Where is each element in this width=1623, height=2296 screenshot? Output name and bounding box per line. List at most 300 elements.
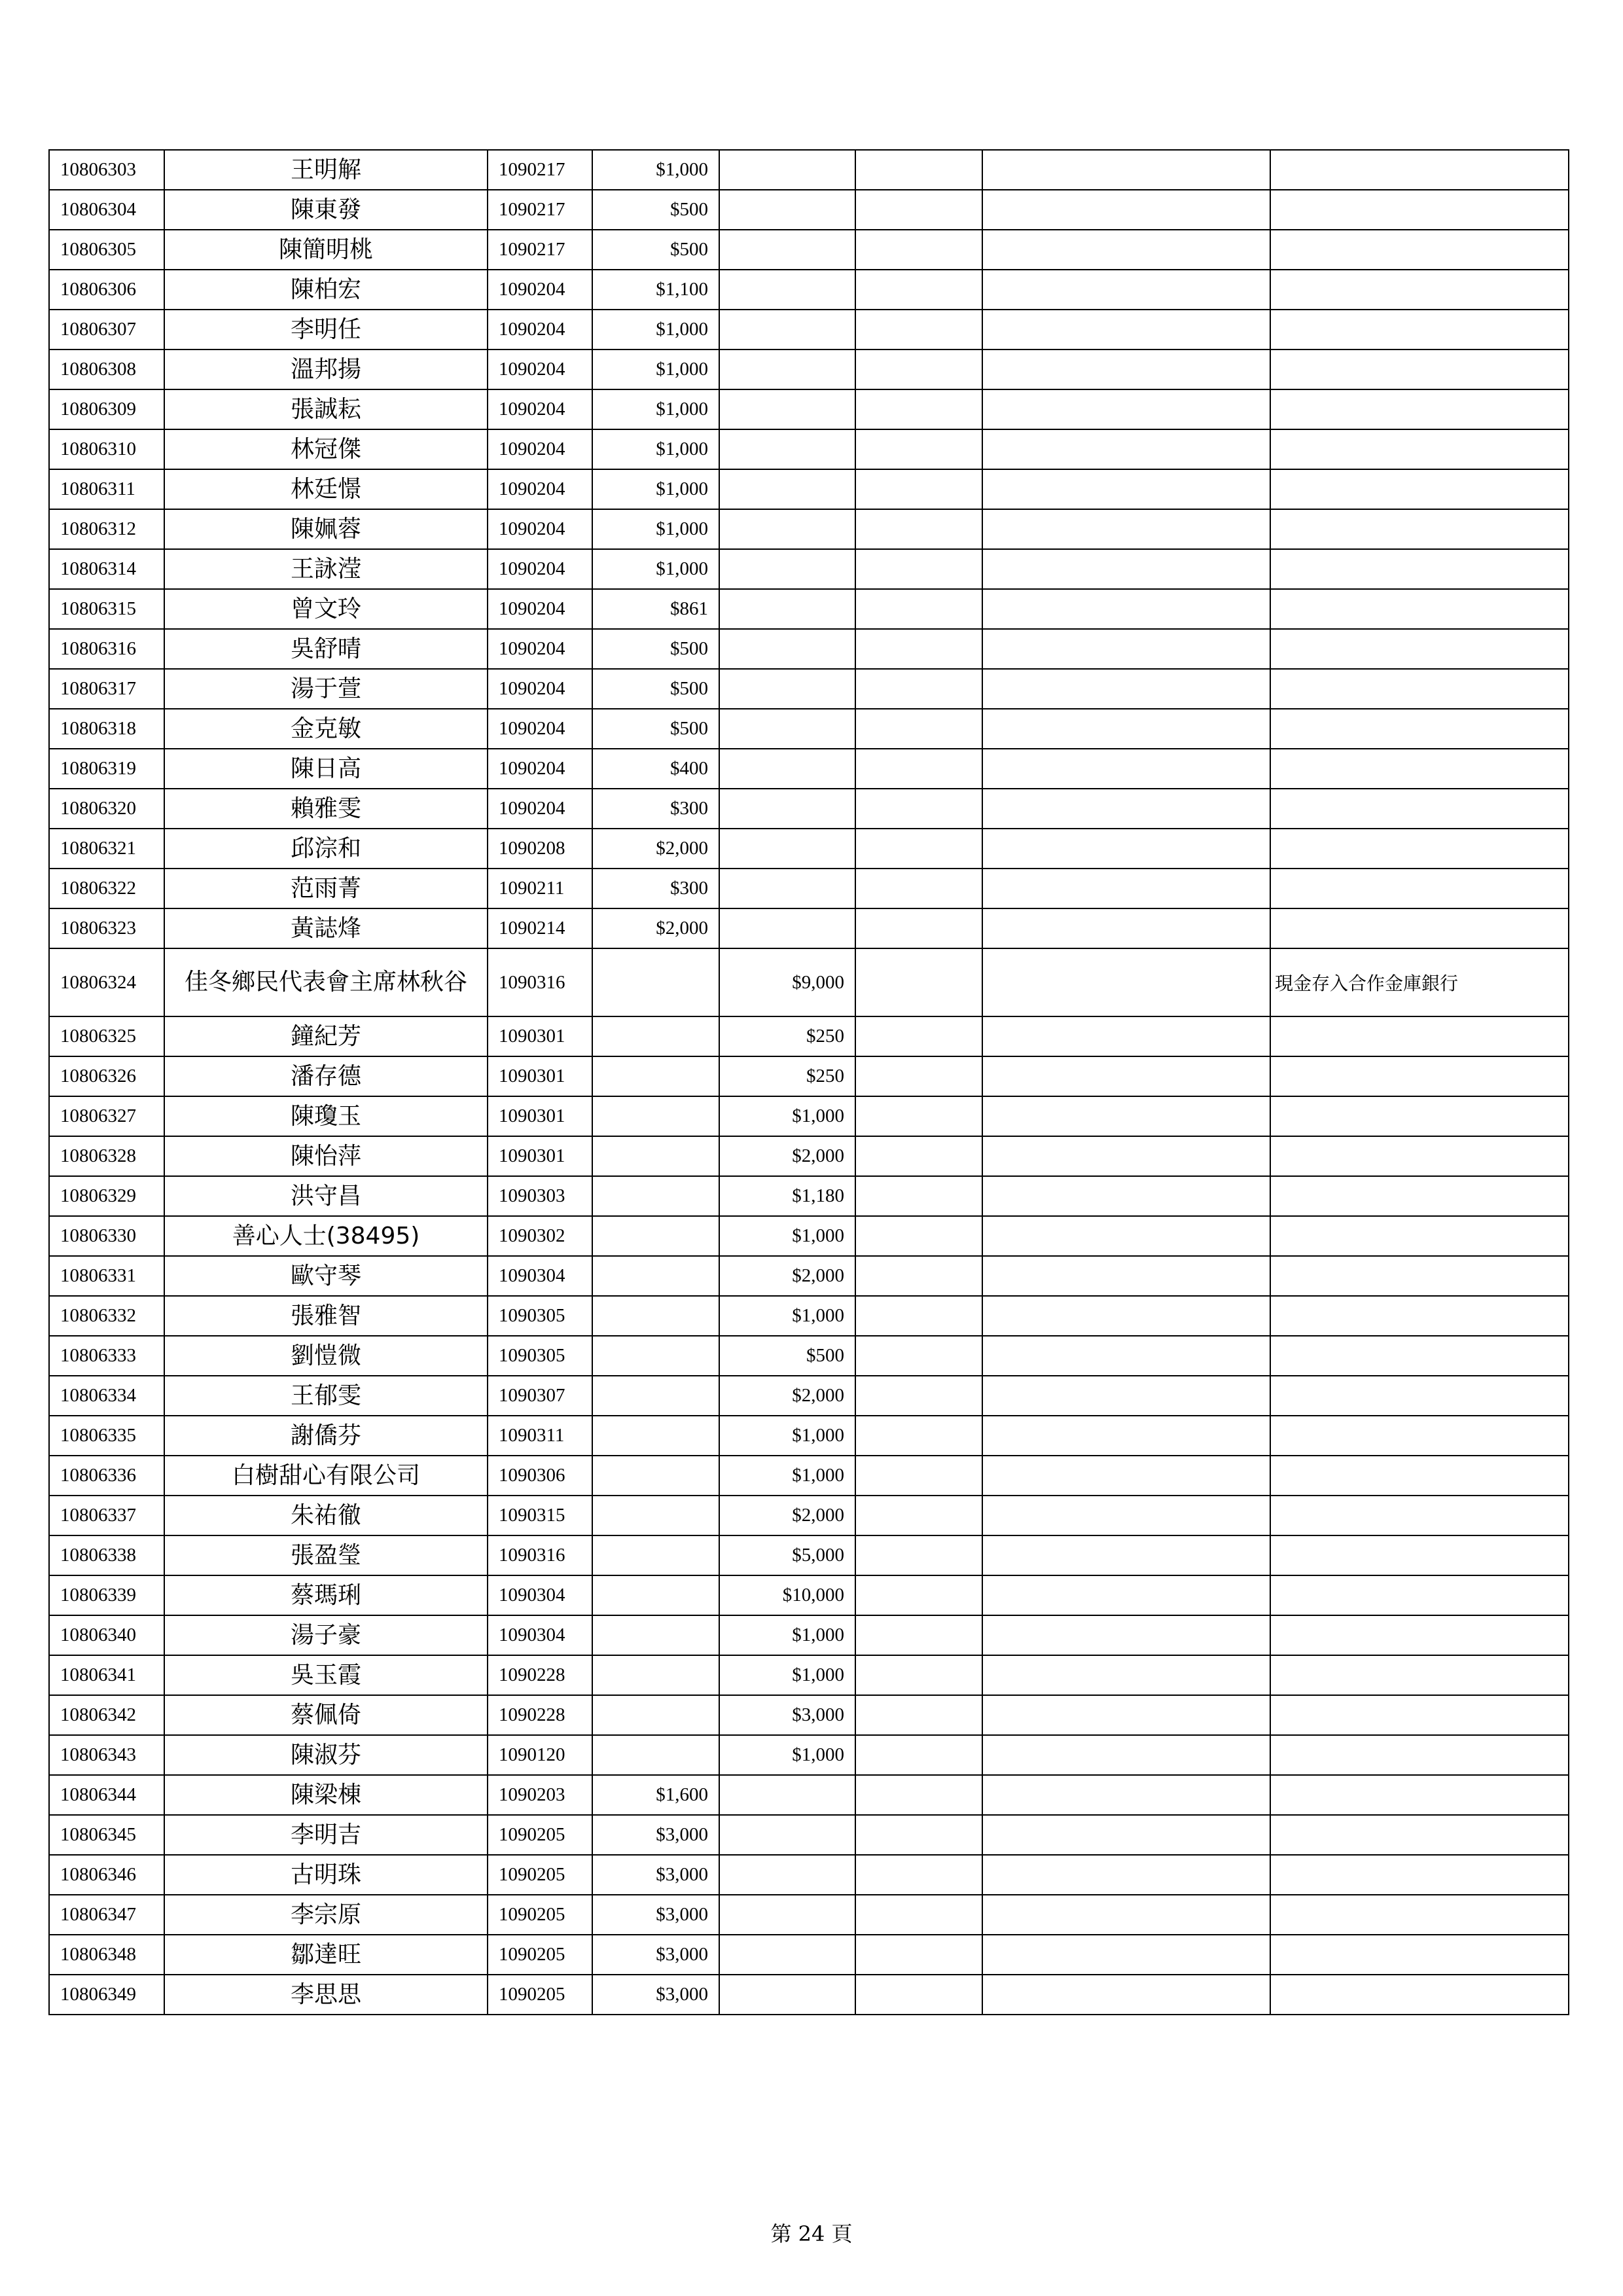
- empty-cell: [982, 1456, 1270, 1496]
- empty-cell: [855, 1775, 982, 1815]
- empty-cell: [982, 1016, 1270, 1056]
- amount-alt-cell: $250: [719, 1016, 855, 1056]
- receipt-number-cell: 10806312: [49, 509, 164, 549]
- receipt-number-cell: 10806338: [49, 1535, 164, 1575]
- empty-cell: [982, 350, 1270, 389]
- amount-alt-cell: [719, 908, 855, 948]
- receipt-number-cell: 10806327: [49, 1096, 164, 1136]
- amount-alt-cell: $1,000: [719, 1416, 855, 1456]
- empty-cell: [855, 829, 982, 869]
- table-row: [49, 709, 1569, 749]
- date-cell: 1090205: [488, 1855, 592, 1895]
- empty-cell: [982, 1655, 1270, 1695]
- empty-cell: [855, 1176, 982, 1216]
- empty-cell: [855, 1016, 982, 1056]
- receipt-number-cell: 10806334: [49, 1376, 164, 1416]
- date-cell: 1090204: [488, 270, 592, 310]
- remark-cell: [1270, 749, 1569, 789]
- receipt-number-cell: 10806343: [49, 1735, 164, 1775]
- date-cell: 1090307: [488, 1376, 592, 1416]
- amount-cell: $3,000: [592, 1855, 719, 1895]
- date-cell: 1090204: [488, 469, 592, 509]
- remark-cell: [1270, 230, 1569, 270]
- empty-cell: [855, 1975, 982, 2015]
- empty-cell: [982, 709, 1270, 749]
- date-cell: 1090204: [488, 589, 592, 629]
- amount-cell: [592, 1456, 719, 1496]
- table-row: [49, 908, 1569, 948]
- empty-cell: [855, 1655, 982, 1695]
- amount-alt-cell: $1,180: [719, 1176, 855, 1216]
- table-row: [49, 1496, 1569, 1535]
- date-cell: 1090302: [488, 1216, 592, 1256]
- donor-name-cell: 蔡瑪琍: [164, 1575, 488, 1615]
- empty-cell: [855, 549, 982, 589]
- donor-name-cell: 王明解: [164, 150, 488, 190]
- empty-cell: [982, 829, 1270, 869]
- date-cell: 1090305: [488, 1336, 592, 1376]
- empty-cell: [855, 509, 982, 549]
- empty-cell: [855, 629, 982, 669]
- receipt-number-cell: 10806348: [49, 1935, 164, 1975]
- remark-cell: [1270, 1895, 1569, 1935]
- receipt-number-cell: 10806317: [49, 669, 164, 709]
- empty-cell: [982, 150, 1270, 190]
- amount-cell: [592, 1056, 719, 1096]
- remark-cell: [1270, 1256, 1569, 1296]
- amount-alt-cell: [719, 789, 855, 829]
- receipt-number-cell: 10806303: [49, 150, 164, 190]
- table-row: [49, 1695, 1569, 1735]
- donor-name-cell: 賴雅雯: [164, 789, 488, 829]
- remark-cell: [1270, 190, 1569, 230]
- table-row: [49, 429, 1569, 469]
- amount-cell: [592, 1376, 719, 1416]
- empty-cell: [982, 1336, 1270, 1376]
- receipt-number-cell: 10806344: [49, 1775, 164, 1815]
- donor-name-cell: 溫邦揚: [164, 350, 488, 389]
- empty-cell: [855, 429, 982, 469]
- empty-cell: [982, 1416, 1270, 1456]
- donor-name-cell: 善心人士(38495): [164, 1216, 488, 1256]
- donor-name-cell: 李思思: [164, 1975, 488, 2015]
- remark-cell: [1270, 629, 1569, 669]
- amount-alt-cell: $9,000: [719, 948, 855, 1016]
- remark-cell: [1270, 1336, 1569, 1376]
- receipt-number-cell: 10806328: [49, 1136, 164, 1176]
- remark-cell: [1270, 1296, 1569, 1336]
- table-row: [49, 789, 1569, 829]
- remark-cell: [1270, 509, 1569, 549]
- amount-alt-cell: [719, 709, 855, 749]
- empty-cell: [982, 230, 1270, 270]
- empty-cell: [855, 190, 982, 230]
- amount-alt-cell: [719, 389, 855, 429]
- remark-cell: [1270, 1575, 1569, 1615]
- amount-cell: $861: [592, 589, 719, 629]
- receipt-number-cell: 10806311: [49, 469, 164, 509]
- empty-cell: [982, 1216, 1270, 1256]
- date-cell: 1090217: [488, 150, 592, 190]
- amount-cell: [592, 1336, 719, 1376]
- empty-cell: [982, 1096, 1270, 1136]
- remark-cell: [1270, 150, 1569, 190]
- donor-name-cell: 陳怡萍: [164, 1136, 488, 1176]
- receipt-number-cell: 10806342: [49, 1695, 164, 1735]
- receipt-number-cell: 10806330: [49, 1216, 164, 1256]
- empty-cell: [982, 1935, 1270, 1975]
- date-cell: 1090304: [488, 1575, 592, 1615]
- amount-alt-cell: $2,000: [719, 1136, 855, 1176]
- date-cell: 1090120: [488, 1735, 592, 1775]
- table-row: [49, 350, 1569, 389]
- table-row: [49, 1016, 1569, 1056]
- amount-cell: $500: [592, 669, 719, 709]
- donor-name-cell: 陳淑芬: [164, 1735, 488, 1775]
- empty-cell: [982, 1575, 1270, 1615]
- amount-cell: $3,000: [592, 1895, 719, 1935]
- amount-alt-cell: [719, 829, 855, 869]
- amount-alt-cell: [719, 350, 855, 389]
- donor-name-cell: 曾文玲: [164, 589, 488, 629]
- amount-cell: $300: [592, 869, 719, 908]
- empty-cell: [982, 1376, 1270, 1416]
- empty-cell: [855, 1496, 982, 1535]
- remark-cell: [1270, 429, 1569, 469]
- date-cell: 1090205: [488, 1935, 592, 1975]
- table-row: [49, 549, 1569, 589]
- remark-cell: [1270, 669, 1569, 709]
- donor-name-cell: 林廷憬: [164, 469, 488, 509]
- amount-cell: $1,000: [592, 549, 719, 589]
- remark-cell: [1270, 1655, 1569, 1695]
- date-cell: 1090205: [488, 1815, 592, 1855]
- amount-cell: [592, 1535, 719, 1575]
- remark-cell: [1270, 1216, 1569, 1256]
- amount-cell: [592, 1016, 719, 1056]
- empty-cell: [982, 908, 1270, 948]
- donor-name-cell: 陳東發: [164, 190, 488, 230]
- amount-alt-cell: $1,000: [719, 1655, 855, 1695]
- amount-alt-cell: [719, 270, 855, 310]
- date-cell: 1090204: [488, 669, 592, 709]
- donor-name-cell: 歐守琴: [164, 1256, 488, 1296]
- date-cell: 1090203: [488, 1775, 592, 1815]
- table-row: [49, 869, 1569, 908]
- donor-name-cell: 邱淙和: [164, 829, 488, 869]
- amount-alt-cell: [719, 1935, 855, 1975]
- empty-cell: [855, 1456, 982, 1496]
- date-cell: 1090316: [488, 948, 592, 1016]
- empty-cell: [982, 948, 1270, 1016]
- date-cell: 1090204: [488, 709, 592, 749]
- remark-cell: [1270, 469, 1569, 509]
- donor-name-cell: 李明吉: [164, 1815, 488, 1855]
- receipt-number-cell: 10806332: [49, 1296, 164, 1336]
- table-row: [49, 1256, 1569, 1296]
- remark-cell: [1270, 1615, 1569, 1655]
- amount-cell: $2,000: [592, 908, 719, 948]
- empty-cell: [855, 1535, 982, 1575]
- amount-cell: $2,000: [592, 829, 719, 869]
- empty-cell: [855, 1136, 982, 1176]
- amount-cell: $1,000: [592, 389, 719, 429]
- donor-name-cell: 王郁雯: [164, 1376, 488, 1416]
- donor-name-cell: 黃誌烽: [164, 908, 488, 948]
- donor-name-cell: 劉愷微: [164, 1336, 488, 1376]
- table-row: [49, 589, 1569, 629]
- table-row: [49, 1655, 1569, 1695]
- empty-cell: [855, 1855, 982, 1895]
- amount-cell: $1,000: [592, 469, 719, 509]
- amount-alt-cell: $5,000: [719, 1535, 855, 1575]
- amount-cell: $300: [592, 789, 719, 829]
- amount-cell: $3,000: [592, 1815, 719, 1855]
- date-cell: 1090204: [488, 429, 592, 469]
- donor-name-cell: 潘存德: [164, 1056, 488, 1096]
- donor-name-cell: 鄒達旺: [164, 1935, 488, 1975]
- empty-cell: [855, 230, 982, 270]
- remark-cell: [1270, 1456, 1569, 1496]
- remark-cell: [1270, 869, 1569, 908]
- amount-alt-cell: [719, 1815, 855, 1855]
- donor-name-cell: 陳瓊玉: [164, 1096, 488, 1136]
- remark-cell: [1270, 908, 1569, 948]
- donor-name-cell: 佳冬鄉民代表會主席林秋谷: [164, 948, 488, 1016]
- amount-alt-cell: [719, 150, 855, 190]
- receipt-number-cell: 10806319: [49, 749, 164, 789]
- remark-cell: [1270, 1695, 1569, 1735]
- table-row: [49, 629, 1569, 669]
- remark-cell: [1270, 1855, 1569, 1895]
- empty-cell: [982, 1136, 1270, 1176]
- amount-alt-cell: [719, 869, 855, 908]
- receipt-number-cell: 10806329: [49, 1176, 164, 1216]
- donor-name-cell: 張雅智: [164, 1296, 488, 1336]
- empty-cell: [982, 869, 1270, 908]
- donor-name-cell: 陳梁棟: [164, 1775, 488, 1815]
- table-row: [49, 1895, 1569, 1935]
- donor-name-cell: 金克敏: [164, 709, 488, 749]
- remark-cell: [1270, 549, 1569, 589]
- receipt-number-cell: 10806316: [49, 629, 164, 669]
- receipt-number-cell: 10806320: [49, 789, 164, 829]
- empty-cell: [855, 1895, 982, 1935]
- date-cell: 1090204: [488, 310, 592, 350]
- donor-name-cell: 吳舒晴: [164, 629, 488, 669]
- empty-cell: [855, 469, 982, 509]
- receipt-number-cell: 10806324: [49, 948, 164, 1016]
- table-row: [49, 1815, 1569, 1855]
- amount-alt-cell: [719, 230, 855, 270]
- receipt-number-cell: 10806347: [49, 1895, 164, 1935]
- amount-alt-cell: [719, 589, 855, 629]
- amount-cell: [592, 1496, 719, 1535]
- amount-cell: $500: [592, 629, 719, 669]
- remark-cell: [1270, 1975, 1569, 2015]
- receipt-number-cell: 10806331: [49, 1256, 164, 1296]
- amount-cell: [592, 1416, 719, 1456]
- amount-cell: [592, 1735, 719, 1775]
- empty-cell: [982, 1615, 1270, 1655]
- receipt-number-cell: 10806336: [49, 1456, 164, 1496]
- amount-alt-cell: [719, 1895, 855, 1935]
- donor-name-cell: 林冠傑: [164, 429, 488, 469]
- donor-name-cell: 李宗原: [164, 1895, 488, 1935]
- remark-cell: [1270, 1016, 1569, 1056]
- empty-cell: [855, 1096, 982, 1136]
- table-row: [49, 310, 1569, 350]
- date-cell: 1090211: [488, 869, 592, 908]
- amount-cell: [592, 1136, 719, 1176]
- empty-cell: [982, 429, 1270, 469]
- empty-cell: [855, 749, 982, 789]
- table-row: [49, 829, 1569, 869]
- amount-alt-cell: [719, 549, 855, 589]
- receipt-number-cell: 10806322: [49, 869, 164, 908]
- date-cell: 1090306: [488, 1456, 592, 1496]
- donor-name-cell: 湯子豪: [164, 1615, 488, 1655]
- date-cell: 1090205: [488, 1895, 592, 1935]
- empty-cell: [855, 948, 982, 1016]
- date-cell: 1090217: [488, 190, 592, 230]
- empty-cell: [855, 1216, 982, 1256]
- empty-cell: [855, 669, 982, 709]
- amount-alt-cell: [719, 429, 855, 469]
- empty-cell: [855, 709, 982, 749]
- receipt-number-cell: 10806323: [49, 908, 164, 948]
- table-row: [49, 469, 1569, 509]
- empty-cell: [855, 389, 982, 429]
- amount-cell: $3,000: [592, 1975, 719, 2015]
- receipt-number-cell: 10806341: [49, 1655, 164, 1695]
- amount-alt-cell: [719, 669, 855, 709]
- date-cell: 1090204: [488, 629, 592, 669]
- empty-cell: [982, 669, 1270, 709]
- date-cell: 1090204: [488, 350, 592, 389]
- remark-cell: [1270, 270, 1569, 310]
- amount-alt-cell: $250: [719, 1056, 855, 1096]
- empty-cell: [855, 270, 982, 310]
- empty-cell: [982, 1775, 1270, 1815]
- empty-cell: [982, 509, 1270, 549]
- receipt-number-cell: 10806314: [49, 549, 164, 589]
- table-row: [49, 1575, 1569, 1615]
- empty-cell: [855, 150, 982, 190]
- amount-alt-cell: [719, 310, 855, 350]
- receipt-number-cell: 10806308: [49, 350, 164, 389]
- table-row: [49, 1336, 1569, 1376]
- empty-cell: [855, 789, 982, 829]
- remark-cell: [1270, 1176, 1569, 1216]
- date-cell: 1090301: [488, 1136, 592, 1176]
- empty-cell: [855, 1056, 982, 1096]
- receipt-number-cell: 10806315: [49, 589, 164, 629]
- empty-cell: [982, 1855, 1270, 1895]
- remark-cell: [1270, 1496, 1569, 1535]
- empty-cell: [982, 1535, 1270, 1575]
- empty-cell: [855, 1296, 982, 1336]
- date-cell: 1090305: [488, 1296, 592, 1336]
- empty-cell: [855, 1615, 982, 1655]
- amount-cell: $1,000: [592, 350, 719, 389]
- donor-name-cell: 朱祐徹: [164, 1496, 488, 1535]
- remark-cell: [1270, 350, 1569, 389]
- remark-cell: [1270, 1815, 1569, 1855]
- amount-alt-cell: [719, 629, 855, 669]
- remark-cell: [1270, 1535, 1569, 1575]
- receipt-number-cell: 10806304: [49, 190, 164, 230]
- amount-alt-cell: $1,000: [719, 1456, 855, 1496]
- receipt-number-cell: 10806326: [49, 1056, 164, 1096]
- date-cell: 1090311: [488, 1416, 592, 1456]
- amount-alt-cell: [719, 190, 855, 230]
- amount-cell: $1,000: [592, 509, 719, 549]
- empty-cell: [982, 1895, 1270, 1935]
- amount-cell: [592, 1216, 719, 1256]
- amount-cell: [592, 1176, 719, 1216]
- empty-cell: [855, 1935, 982, 1975]
- table-row: [49, 1775, 1569, 1815]
- date-cell: 1090214: [488, 908, 592, 948]
- table-row: [49, 1176, 1569, 1216]
- amount-cell: $500: [592, 230, 719, 270]
- empty-cell: [982, 549, 1270, 589]
- date-cell: 1090204: [488, 789, 592, 829]
- empty-cell: [982, 1176, 1270, 1216]
- empty-cell: [855, 1336, 982, 1376]
- date-cell: 1090204: [488, 749, 592, 789]
- receipt-number-cell: 10806309: [49, 389, 164, 429]
- amount-alt-cell: $2,000: [719, 1496, 855, 1535]
- empty-cell: [982, 1256, 1270, 1296]
- empty-cell: [855, 1815, 982, 1855]
- empty-cell: [982, 469, 1270, 509]
- table-row: [49, 1615, 1569, 1655]
- donor-name-cell: 吳玉霞: [164, 1655, 488, 1695]
- remark-cell: [1270, 1775, 1569, 1815]
- amount-alt-cell: [719, 1975, 855, 2015]
- date-cell: 1090301: [488, 1096, 592, 1136]
- empty-cell: [855, 589, 982, 629]
- amount-cell: [592, 1096, 719, 1136]
- receipt-number-cell: 10806321: [49, 829, 164, 869]
- empty-cell: [982, 1296, 1270, 1336]
- donor-name-cell: 鐘紀芳: [164, 1016, 488, 1056]
- amount-cell: [592, 1615, 719, 1655]
- empty-cell: [982, 1735, 1270, 1775]
- donor-name-cell: 陳柏宏: [164, 270, 488, 310]
- empty-cell: [982, 1975, 1270, 2015]
- table-row: [49, 230, 1569, 270]
- amount-cell: $1,000: [592, 429, 719, 469]
- amount-alt-cell: [719, 749, 855, 789]
- amount-cell: [592, 1296, 719, 1336]
- date-cell: 1090204: [488, 509, 592, 549]
- empty-cell: [982, 1695, 1270, 1735]
- amount-alt-cell: $1,000: [719, 1216, 855, 1256]
- amount-alt-cell: $1,000: [719, 1615, 855, 1655]
- date-cell: 1090205: [488, 1975, 592, 2015]
- receipt-number-cell: 10806306: [49, 270, 164, 310]
- empty-cell: [982, 1815, 1270, 1855]
- receipt-number-cell: 10806325: [49, 1016, 164, 1056]
- empty-cell: [982, 270, 1270, 310]
- amount-cell: $500: [592, 709, 719, 749]
- receipt-number-cell: 10806307: [49, 310, 164, 350]
- amount-alt-cell: [719, 509, 855, 549]
- amount-cell: $1,000: [592, 150, 719, 190]
